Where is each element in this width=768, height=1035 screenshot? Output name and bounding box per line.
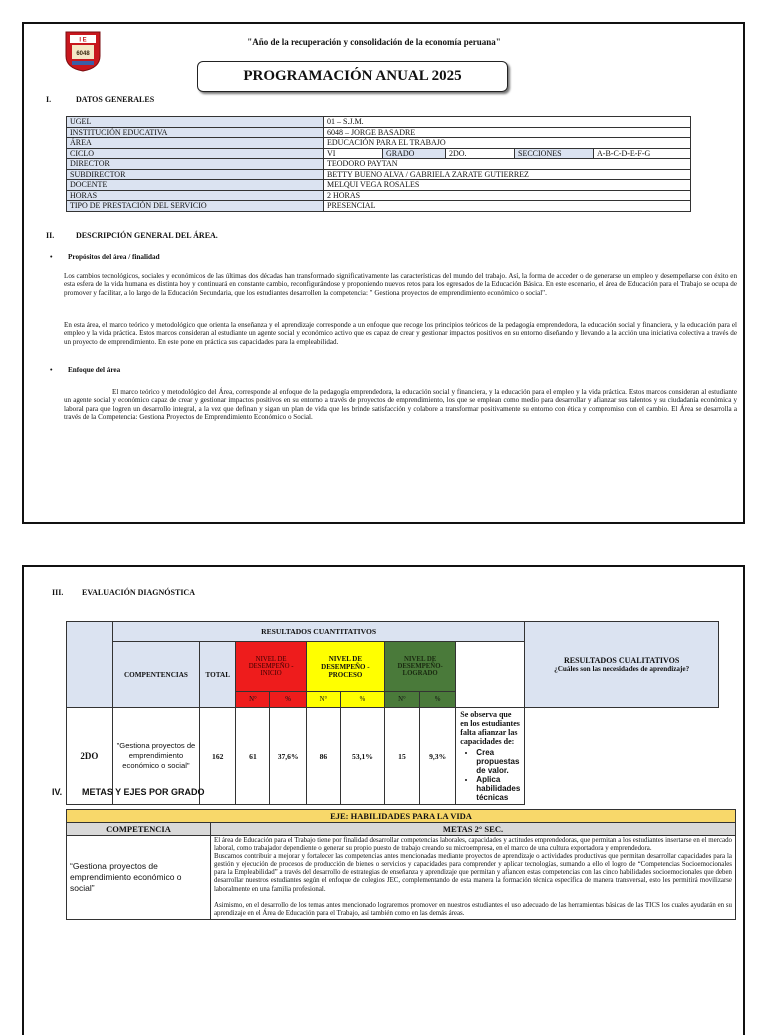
school-logo	[64, 30, 102, 72]
cual-item: • Crea propuestas de valor.	[476, 748, 520, 775]
page-title: PROGRAMACIÓN ANUAL 2025	[197, 61, 508, 92]
section-1-heading: I. DATOS GENERALES	[46, 95, 155, 104]
logo-letters: I E	[79, 37, 87, 44]
metas-table: EJE: HABILIDADES PARA LA VIDA COMPETENCIA METAS 2° SEC. “Gestiona proyectos de emprendimiento económico o social” El área de Educación para el Trabajo tiene por finalidad desarrollar competencias laborales, capacidades y actitudes emprendedoras, que permitan a los estudiantes insertarse en el mercado laboral, como trabajador dependiente o generar su propio puesto de trabajo creando su microempresa, en el marco de una cultura exportadora y emprendedora. Buscamos contribuir a mejorar y fortalecer las competencias antes mencionadas mediante proyectos de aprendizaje o actividades productivas que permitan desarrollar capacidades para la gestión y ejecución de procesos de producción de bienes o servicios y capacidades para comprender y aplicar tecnologías, sumando a ello el logro de “Competencias Socioemocionales para la Empleabilidad” a través del desarrollo de estrategias de enseñanza y aprendizaje que permitan y afiancen estas competencias con las cinco habilidades socioemocionales que deben desarrollar nuestros estudiantes según el enfoque de colegios JEC, complementando de esta manera la formación técnica específica de manera transversal, esto les permitirá movilizarse laboralmente en una familia profesional. Asimismo, en el desarrollo de los temas antes mencionado lograremos promover en nuestros estudiantes el uso adecuado de las herramientas básicas de las TICS los cuales ayudarán en su aprendizaje en el Área de Educación para el Trabajo, así también como en las demás áreas.	[66, 809, 736, 920]
section-3-heading: III. EVALUACIÓN DIAGNÓSTICA	[52, 588, 195, 597]
enfoque-heading: • Enfoque del área	[50, 366, 121, 374]
section-4-heading: IV. METAS Y EJES POR GRADO	[52, 787, 205, 797]
cual-item: • Aplica habilidades técnicas	[476, 775, 520, 802]
propositos-paragraph-1: Los cambios tecnológicos, sociales y económicos de las últimas dos décadas han transformado significativamente las características del mundo del trabajo. Así, la forma de acceder o de generarse un empleo y desempeñarse con éxito en esta esfera de la vida humana es distinta hoy y continuará en constante cambio, reconfigurándose y proponiendo nuevos retos para los egresados de la Educación Básica. En este escenario, el área de Educación para el Trabajo se ocupa de promover y facilitar, a lo largo de la Educación Secundaria, que los estudiantes desarrollen la competencia: " Gestiona proyectos de emprendimiento económico o social".	[64, 272, 737, 297]
page-1	[22, 22, 745, 524]
propositos-heading: • Propósitos del área / finalidad	[50, 253, 160, 261]
motto: "Año de la recuperación y consolidación de la economía peruana"	[247, 37, 501, 47]
diagnostic-table: RESULTADOS CUANTITATIVOS RESULTADOS CUALITATIVOS ¿Cuáles son las necesidades de aprendizaje? COMPENTENCIAS TOTAL NIVEL DE DESEMPEÑO - INICIO NIVEL DE DESEMPEÑO - PROCESO NIVEL DE DESEMPEÑO- LOGRADO N° % N° % N° % 2DO "Gestiona proyectos de emprendimiento económico o social" 162 61 37,6% 86 53,1% 15 9,3% Se observa que en los estudiantes falta afianzar las capacidades de: • Crea propuestas de valor. • Aplica habilidades técnicas	[66, 621, 719, 805]
enfoque-paragraph: El marco teórico y metodológico del Área, corresponde al enfoque de la pedagogía emprendedora, la educación social y financiera, y la educación para el empleo y la vida práctica. Estos marcos consideran al estudiante un agente social y económico capaz de crear y gestionar impactos positivos en su entorno a través de proyectos de emprendimiento, los que se emplean como medio para desarrollar y afianzar sus talentos y su ciudadanía económica y laboral para que logren un desarrollo integral, a la vez que definan y sigan un plan de vida que les brinde satisfacción y colabore a transformar positivamente su entorno con ética y compromiso con el cambio. El Área se desarrolla a través de la Competencia: Gestiona Proyectos de Emprendimiento Económico o Social.	[64, 388, 737, 422]
section-2-heading: II. DESCRIPCIÓN GENERAL DEL ÁREA.	[46, 231, 218, 240]
page-2	[22, 565, 745, 1035]
propositos-paragraph-2: En esta área, el marco teórico y metodológico que orienta la enseñanza y el aprendizaje corresponde a un enfoque que recoge los principios teóricos de la pedagogía emprendedora, la educación social y financiera, y la educación para el empleo y la vida práctica. Estos marcos consideran al estudiante un agente social y económico activo que es capaz de crear y gestionar impactos positivos en su entorno diseñando y llevando a la acción una iniciativa colectiva a través de un proyecto de emprendimiento. En este pone en práctica sus capacidades para la empleabilidad.	[64, 321, 737, 346]
general-data-table: UGEL 01 – S.J.M. INSTITUCIÓN EDUCATIVA 6048 – JORGE BASADRE ÁREA EDUCACIÓN PARA EL TRABAJO CICLO VI GRADO 2DO. SECCIONES A-B-C-D-E-F-G DIRECTOR TEODORO PAYTAN SUBDIRECTOR BETTY BUENO ALVA / GABRIELA ZARATE GUTIERREZ DOCENTE MELQUI VEGA ROSALES HORAS 2 HORAS TIPO DE PRESTACIÓN DEL SERVICIO PRESENCIAL	[66, 116, 691, 212]
logo-number: 6048	[76, 51, 90, 57]
